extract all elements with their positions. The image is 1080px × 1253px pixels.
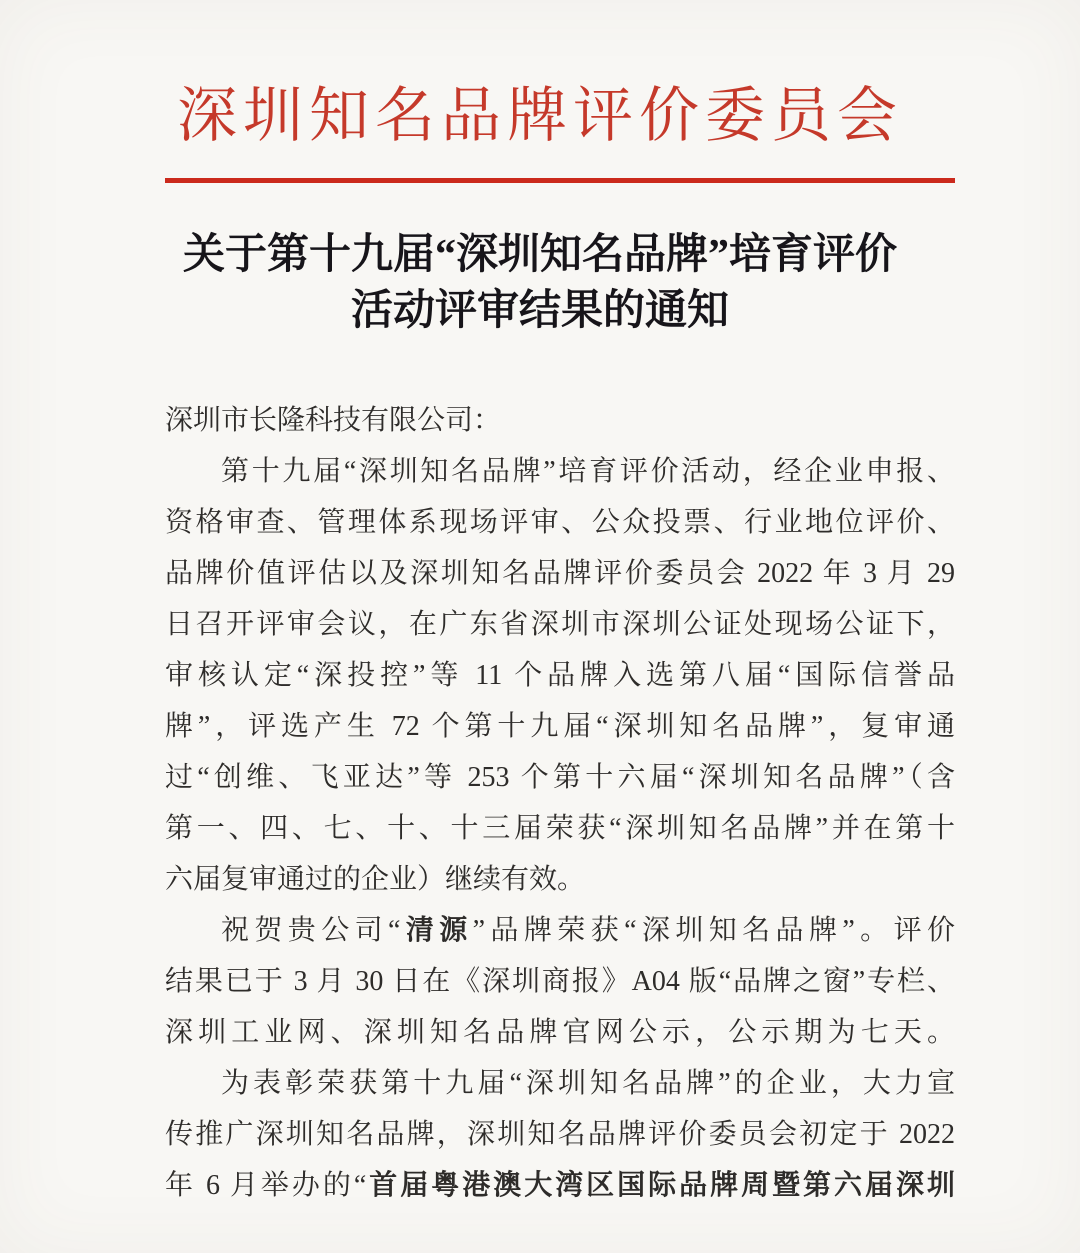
text-segment: 为表彰荣获第十九届“深圳知名品牌”的企业，大力宣 [221, 1068, 955, 1099]
letterhead-title: 深圳知名品牌评价委员会 [177, 83, 903, 149]
text-segment: 品牌价值评估以及深圳知名品牌评价委员会 2022 年 3 月 29 [165, 558, 955, 589]
notice-body [165, 395, 955, 1211]
body-line [165, 752, 955, 803]
text-segment: 祝贺贵公司“ [221, 915, 401, 946]
text-segment: 审核认定“深投控”等 11 个品牌入选第八届“国际信誉品 [165, 660, 955, 691]
notice-title [0, 227, 1080, 339]
text-segment: 日召开评审会议，在广东省深圳市深圳公证处现场公证下， [165, 609, 955, 640]
text-segment: ”品牌荣获“深圳知名品牌”。评价 [472, 915, 955, 946]
body-line [165, 1007, 955, 1058]
emphasized-text-segment: 首届粤港澳大湾区国际品牌周暨第六届深圳 [366, 1170, 955, 1201]
body-line [165, 650, 955, 701]
body-line [165, 956, 955, 1007]
notice-title-line2: 活动评审结果的通知 [350, 288, 729, 334]
text-segment: 第十九届“深圳知名品牌”培育评价活动，经企业申报、 [221, 456, 955, 487]
letterhead-divider-rule [165, 178, 955, 183]
text-segment: 深圳工业网、深圳知名品牌官网公示，公示期为七天。 [165, 1017, 955, 1048]
text-segment: 第一、四、七、十、十三届荣获“深圳知名品牌”并在第十 [165, 813, 955, 844]
text-segment: 六届复审通过的企业）继续有效。 [165, 864, 586, 895]
body-line [165, 548, 955, 599]
body-line [165, 497, 955, 548]
text-segment: 深圳市长隆科技有限公司： [165, 405, 502, 436]
body-line [165, 395, 955, 446]
text-segment: 资格审查、管理体系现场评审、公众投票、行业地位评价、 [165, 507, 955, 538]
text-segment: 传推广深圳知名品牌，深圳知名品牌评价委员会初定于 2022 [165, 1119, 955, 1150]
body-line [165, 1109, 955, 1160]
text-segment: 牌”，评选产生 72 个第十九届“深圳知名品牌”，复审通 [165, 711, 955, 742]
body-line [165, 1160, 955, 1211]
text-segment: 年 6 月举办的“ [165, 1170, 367, 1201]
text-segment: 结果已于 3 月 30 日在《深圳商报》A04 版“品牌之窗”专栏、 [165, 966, 955, 997]
body-line [165, 905, 955, 956]
body-line [165, 701, 955, 752]
body-line [165, 599, 955, 650]
emphasized-text-segment: 清源 [400, 915, 473, 946]
body-line [165, 803, 955, 854]
body-line [165, 446, 955, 497]
body-line [165, 854, 955, 905]
text-segment: 过“创维、飞亚达”等 253 个第十六届“深圳知名品牌”（含 [165, 762, 955, 793]
notice-title-line1: 关于第十九届“深圳知名品牌”培育评价 [182, 232, 897, 278]
body-line [165, 1058, 955, 1109]
